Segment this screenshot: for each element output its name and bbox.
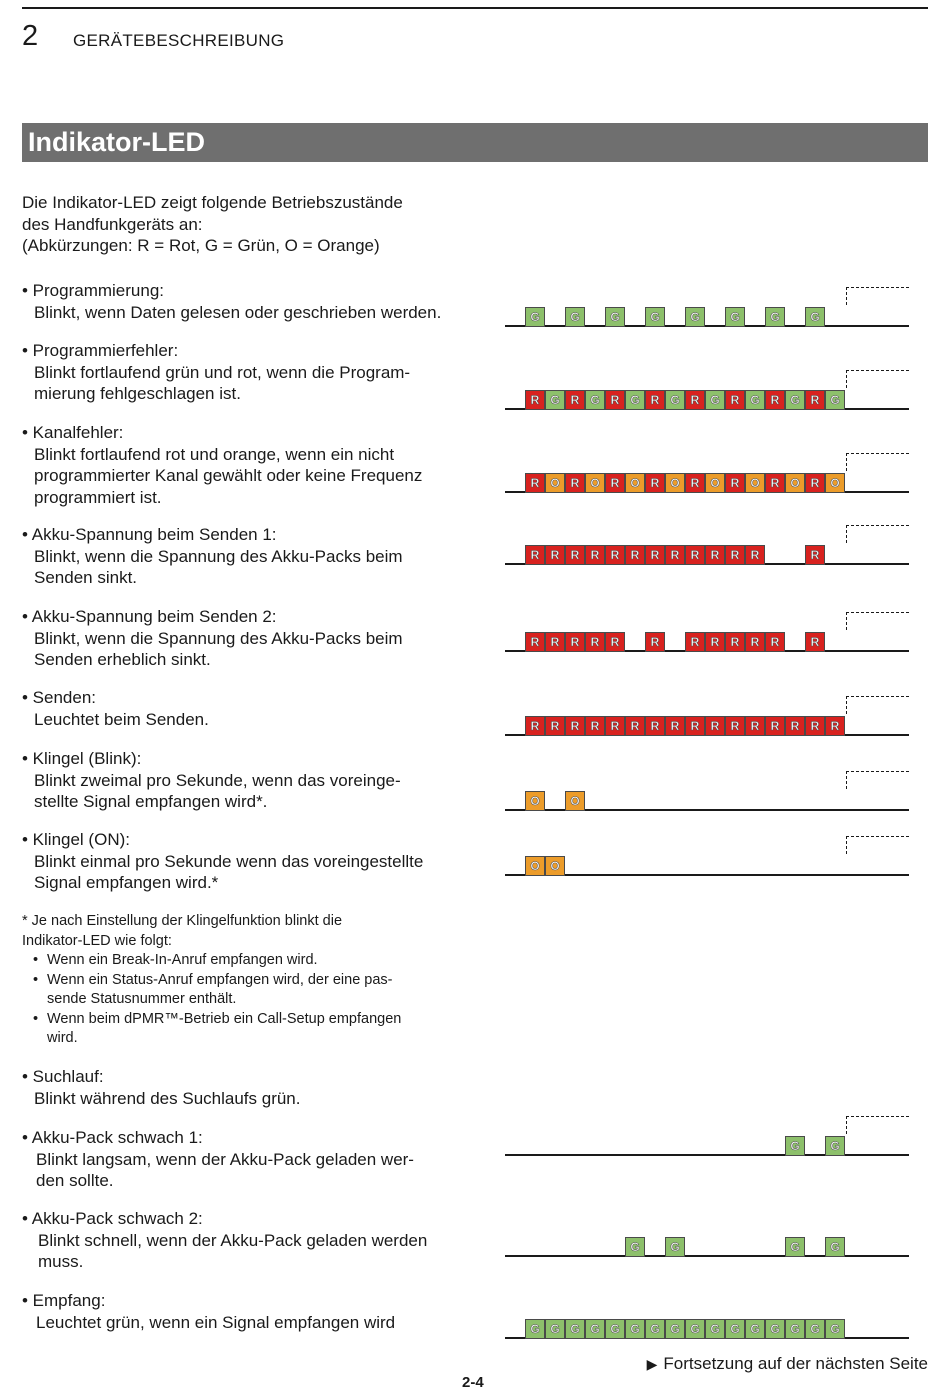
- led-r: R: [525, 632, 545, 652]
- led-g: G: [685, 307, 705, 327]
- item-head: • Kanalfehler:: [22, 423, 124, 442]
- led-diagram-programmierfehler: [505, 370, 909, 410]
- led-diagram-akku-senden-2: [505, 612, 909, 652]
- diagram-continuation-dash: [846, 612, 909, 630]
- diagram-continuation-dash: [846, 287, 909, 305]
- led-r: R: [805, 545, 825, 565]
- led-g: G: [825, 390, 845, 410]
- led-g: G: [625, 1319, 645, 1339]
- item-body: Blinkt einmal pro Sekunde wenn das voreingestellte Signal empfangen wird.*: [34, 851, 424, 892]
- led-r: R: [605, 632, 625, 652]
- item-head: • Programmierfehler:: [22, 341, 179, 360]
- item-head: • Akku-Pack schwach 1:: [22, 1128, 203, 1147]
- led-g: G: [765, 307, 785, 327]
- led-diagram-empfang: [505, 1299, 909, 1339]
- item-head: • Klingel (Blink):: [22, 749, 142, 768]
- led-r: R: [585, 716, 605, 736]
- led-o: O: [665, 473, 685, 493]
- led-r: R: [545, 716, 565, 736]
- led-o: O: [585, 473, 605, 493]
- led-o: O: [825, 473, 845, 493]
- led-g: G: [545, 1319, 565, 1339]
- led-g: G: [745, 1319, 765, 1339]
- led-g: G: [785, 1237, 805, 1257]
- item-head: • Senden:: [22, 688, 97, 707]
- led-g: G: [585, 1319, 605, 1339]
- diagram-baseline: [505, 1255, 909, 1257]
- led-r: R: [645, 632, 665, 652]
- play-triangle-icon: ▶: [646, 1356, 658, 1372]
- item-kanalfehler: [22, 422, 492, 508]
- led-r: R: [645, 545, 665, 565]
- led-g: G: [705, 1319, 725, 1339]
- led-o: O: [565, 791, 585, 811]
- led-o: O: [745, 473, 765, 493]
- item-body: Blinkt zweimal pro Sekunde, wenn das voreinge- stellte Signal empfangen wird*.: [34, 770, 401, 811]
- footnote-text: * Je nach Einstellung der Klingelfunktion blinkt die Indikator-LED wie folgt:: [22, 913, 343, 949]
- led-r: R: [545, 545, 565, 565]
- item-senden: [22, 687, 492, 730]
- led-diagram-programmierung: [505, 287, 909, 327]
- led-g: G: [765, 1319, 785, 1339]
- diagram-continuation-dash: [846, 370, 909, 388]
- led-g: G: [525, 1319, 545, 1339]
- led-r: R: [585, 632, 605, 652]
- led-o: O: [545, 473, 565, 493]
- led-g: G: [665, 1319, 685, 1339]
- led-g: G: [825, 1237, 845, 1257]
- led-o: O: [705, 473, 725, 493]
- led-r: R: [805, 632, 825, 652]
- item-body: Blinkt, wenn Daten gelesen oder geschrieben werden.: [34, 302, 442, 322]
- led-g: G: [785, 390, 805, 410]
- led-r: R: [525, 390, 545, 410]
- led-r: R: [725, 716, 745, 736]
- item-body: Blinkt, wenn die Spannung des Akku-Packs beim Senden erheblich sinkt.: [34, 628, 403, 669]
- led-r: R: [725, 632, 745, 652]
- led-r: R: [745, 632, 765, 652]
- diagram-continuation-dash: [846, 525, 909, 543]
- led-diagram-klingel-on: [505, 836, 909, 876]
- led-g: G: [605, 1319, 625, 1339]
- led-r: R: [725, 390, 745, 410]
- led-o: O: [525, 791, 545, 811]
- section-title: Indikator-LED: [22, 123, 928, 162]
- led-r: R: [765, 632, 785, 652]
- led-r: R: [705, 545, 725, 565]
- item-head: • Empfang:: [22, 1291, 106, 1310]
- led-r: R: [805, 473, 825, 493]
- led-r: R: [665, 716, 685, 736]
- led-g: G: [665, 390, 685, 410]
- led-g: G: [785, 1319, 805, 1339]
- led-r: R: [725, 473, 745, 493]
- footnote-bullet: • Wenn beim dPMR™-Betrieb ein Call-Setup empfangen wird.: [32, 1010, 462, 1049]
- led-r: R: [665, 545, 685, 565]
- led-r: R: [705, 716, 725, 736]
- item-head: • Akku-Spannung beim Senden 1:: [22, 525, 277, 544]
- diagram-baseline: [505, 874, 909, 876]
- item-empfang: [22, 1290, 492, 1333]
- led-r: R: [605, 545, 625, 565]
- led-g: G: [565, 1319, 585, 1339]
- item-programmierfehler: [22, 340, 492, 405]
- item-body: Blinkt während des Suchlaufs grün.: [34, 1088, 301, 1108]
- led-r: R: [805, 716, 825, 736]
- item-body: Blinkt schnell, wenn der Akku-Pack geladen werden muss.: [38, 1230, 428, 1271]
- led-r: R: [765, 716, 785, 736]
- led-g: G: [625, 1237, 645, 1257]
- item-suchlauf: [22, 1066, 492, 1109]
- led-r: R: [525, 473, 545, 493]
- footnote-list: [22, 951, 462, 1049]
- item-head: • Klingel (ON):: [22, 830, 130, 849]
- item-head: • Akku-Spannung beim Senden 2:: [22, 607, 277, 626]
- led-r: R: [685, 716, 705, 736]
- footnote: [22, 912, 462, 1049]
- led-r: R: [565, 473, 585, 493]
- led-g: G: [545, 390, 565, 410]
- led-g: G: [685, 1319, 705, 1339]
- led-r: R: [765, 390, 785, 410]
- item-programmierung: [22, 280, 492, 323]
- led-r: R: [625, 545, 645, 565]
- diagram-continuation-dash: [846, 836, 909, 854]
- led-o: O: [785, 473, 805, 493]
- led-g: G: [525, 307, 545, 327]
- led-diagram-akku-schwach-1: [505, 1116, 909, 1156]
- item-akku-senden-2: [22, 606, 492, 671]
- led-g: G: [805, 1319, 825, 1339]
- led-r: R: [805, 390, 825, 410]
- led-r: R: [685, 545, 705, 565]
- led-g: G: [805, 307, 825, 327]
- led-r: R: [565, 545, 585, 565]
- led-g: G: [725, 1319, 745, 1339]
- top-rule: [22, 7, 928, 9]
- led-r: R: [785, 716, 805, 736]
- item-head: • Suchlauf:: [22, 1067, 104, 1086]
- led-r: R: [685, 473, 705, 493]
- continuation-text: Fortsetzung auf der nächsten Seite: [663, 1354, 928, 1373]
- led-r: R: [525, 545, 545, 565]
- led-r: R: [725, 545, 745, 565]
- led-r: R: [605, 390, 625, 410]
- item-body: Leuchtet grün, wenn ein Signal empfangen wird: [36, 1312, 396, 1332]
- diagram-continuation-dash: [846, 771, 909, 789]
- led-r: R: [545, 632, 565, 652]
- item-head: • Akku-Pack schwach 2:: [22, 1209, 203, 1228]
- page-number: 2-4: [462, 1374, 484, 1391]
- led-r: R: [765, 473, 785, 493]
- led-r: R: [645, 390, 665, 410]
- led-r: R: [605, 716, 625, 736]
- led-r: R: [685, 632, 705, 652]
- item-klingel-blink: [22, 748, 492, 813]
- led-r: R: [645, 716, 665, 736]
- item-body: Blinkt langsam, wenn der Akku-Pack geladen wer- den sollte.: [36, 1149, 414, 1190]
- led-r: R: [825, 716, 845, 736]
- led-r: R: [745, 545, 765, 565]
- led-diagram-akku-senden-1: [505, 525, 909, 565]
- led-g: G: [625, 390, 645, 410]
- led-g: G: [825, 1136, 845, 1156]
- diagram-baseline: [505, 1154, 909, 1156]
- footnote-bullet: • Wenn ein Break-In-Anruf empfangen wird.: [32, 951, 462, 971]
- led-g: G: [645, 1319, 665, 1339]
- led-g: G: [565, 307, 585, 327]
- led-r: R: [525, 716, 545, 736]
- led-g: G: [725, 307, 745, 327]
- item-head: • Programmierung:: [22, 281, 165, 300]
- led-o: O: [625, 473, 645, 493]
- item-body: Leuchtet beim Senden.: [34, 709, 209, 729]
- led-r: R: [745, 716, 765, 736]
- led-r: R: [685, 390, 705, 410]
- led-g: G: [665, 1237, 685, 1257]
- chapter-title: GERÄTEBESCHREIBUNG: [73, 31, 285, 50]
- led-g: G: [785, 1136, 805, 1156]
- led-r: R: [705, 632, 725, 652]
- led-r: R: [565, 716, 585, 736]
- diagram-continuation-dash: [846, 696, 909, 714]
- item-body: Blinkt, wenn die Spannung des Akku-Packs beim Senden sinkt.: [34, 546, 403, 587]
- item-body: Blinkt fortlaufend rot und orange, wenn ein nicht programmierter Kanal gewählt oder keine Frequenz programmiert ist.: [34, 444, 423, 507]
- led-diagram-akku-schwach-2: [505, 1217, 909, 1257]
- led-r: R: [565, 632, 585, 652]
- chapter-number: 2: [22, 20, 39, 52]
- led-diagram-senden: [505, 696, 909, 736]
- led-g: G: [645, 307, 665, 327]
- led-g: G: [605, 307, 625, 327]
- continuation-note: [647, 1354, 928, 1374]
- led-r: R: [585, 545, 605, 565]
- item-klingel-on: [22, 829, 492, 894]
- item-body: Blinkt fortlaufend grün und rot, wenn die Program- mierung fehlgeschlagen ist.: [34, 362, 411, 403]
- led-r: R: [625, 716, 645, 736]
- diagram-continuation-dash: [846, 453, 909, 471]
- item-akku-schwach-2: [22, 1208, 492, 1273]
- led-diagram-klingel-blink: [505, 771, 909, 811]
- led-g: G: [825, 1319, 845, 1339]
- footnote-bullet: • Wenn ein Status-Anruf empfangen wird, der eine pas- sende Statusnummer enthält.: [32, 971, 462, 1010]
- led-r: R: [645, 473, 665, 493]
- item-akku-senden-1: [22, 524, 492, 589]
- intro-text: Die Indikator-LED zeigt folgende Betriebszustände des Handfunkgeräts an: (Abkürzungen: R = Rot, G = Grün, O = Orange): [22, 193, 403, 255]
- led-g: G: [585, 390, 605, 410]
- led-o: O: [545, 856, 565, 876]
- item-akku-schwach-1: [22, 1127, 492, 1192]
- led-g: G: [745, 390, 765, 410]
- led-diagram-kanalfehler: [505, 453, 909, 493]
- led-r: R: [605, 473, 625, 493]
- led-g: G: [705, 390, 725, 410]
- led-o: O: [525, 856, 545, 876]
- diagram-continuation-dash: [846, 1116, 909, 1134]
- led-r: R: [565, 390, 585, 410]
